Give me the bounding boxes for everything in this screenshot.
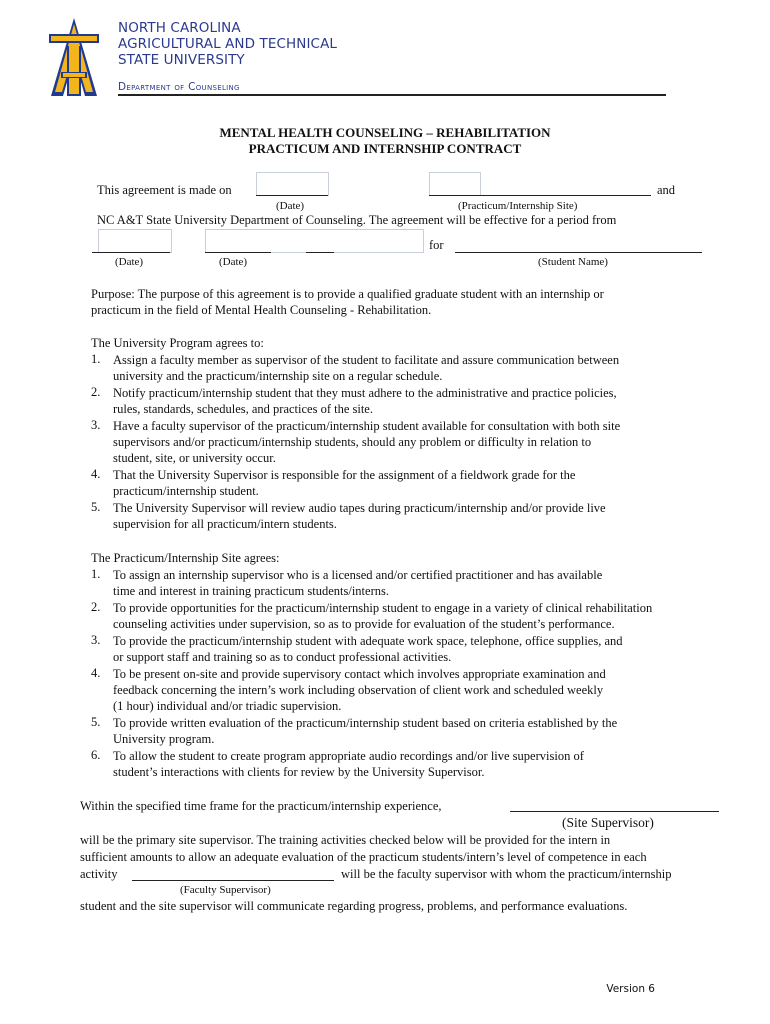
university-line: NORTH CAROLINA [118,20,241,36]
list-item: To be present on-site and provide supervisory contact which involves appropriate examination and [113,667,606,681]
list-item: student’s interactions with clients for review by the University Supervisor. [113,765,485,779]
list-item: That the University Supervisor is responsible for the assignment of a fieldwork grade for the [113,468,576,482]
effective-period-text: NC A&T State University Department of Counseling. The agreement will be effective for a period from [97,213,617,227]
department-name: Department of Counseling [118,81,240,93]
agreement-date-line [256,195,328,196]
document-title-line2: PRACTICUM AND INTERNSHIP CONTRACT [248,141,522,156]
list-item: Notify practicum/internship student that they must adhere to the administrative and practice policies, [113,386,617,400]
list-item: rules, standards, schedules, and practices of the site. [113,402,373,416]
faculty-supervisor-caption: (Faculty Supervisor) [180,884,271,896]
list-number: 1. [91,567,101,581]
list-item: university and the practicum/internship site on a regular schedule. [113,369,443,383]
end-date-line [205,252,271,253]
list-item: To provide written evaluation of the practicum/internship student based on criteria established by the [113,716,618,730]
list-number: 5. [91,715,101,729]
list-number: 3. [91,418,101,432]
list-item: Assign a faculty member as supervisor of the student to facilitate and assure communication between [113,353,620,367]
list-item: time and interest in training practicum students/interns. [113,584,389,598]
purpose-line2: practicum in the field of Mental Health Counseling - Rehabilitation. [91,303,432,317]
university-name [118,20,337,68]
list-number: 2. [91,385,101,399]
closing-line4: will be the faculty supervisor with whom the practicum/internship [341,867,672,881]
university-logo-icon [47,16,101,100]
student-name-line[interactable] [455,252,702,253]
for-text: for [429,238,444,252]
site-heading: The Practicum/Internship Site agrees: [91,551,280,565]
site-supervisor-line[interactable] [510,811,719,812]
site-name-field[interactable] [429,172,481,196]
closing-line2: will be the primary site supervisor. The training activities checked below will be provided for the intern in [80,833,611,847]
list-number: 6. [91,748,101,762]
list-number: 1. [91,352,101,366]
site-caption: (Practicum/Internship Site) [458,200,578,212]
header-divider [118,94,666,96]
list-item: feedback concerning the intern’s work including observation of client work and scheduled weekly [113,683,604,697]
list-item: To assign an internship supervisor who is a licensed and/or certified practitioner and has available [113,568,603,582]
list-number: 4. [91,666,101,680]
list-item: Have a faculty supervisor of the practicum/internship student available for consultation with both site [113,419,621,433]
site-name-line [429,195,651,196]
list-item: To provide the practicum/internship student with adequate work space, telephone, office supplies, and [113,634,623,648]
list-number: 4. [91,467,101,481]
end-date-line-2 [306,252,334,253]
closing-line5: student and the site supervisor will communicate regarding progress, problems, and performance evaluations. [80,899,628,913]
date-caption: (Date) [276,200,305,212]
document-title-line1: MENTAL HEALTH COUNSELING – REHABILITATION [219,125,551,140]
version-label: Version 6 [606,983,655,995]
start-date-field[interactable] [98,229,172,253]
closing-activity-label: activity [80,867,118,881]
site-supervisor-caption: (Site Supervisor) [562,815,654,830]
university-heading: The University Program agrees to: [91,336,264,350]
list-item: To allow the student to create program appropriate audio recordings and/or live supervision of [113,749,584,763]
faculty-supervisor-line[interactable] [132,880,334,881]
list-number: 2. [91,600,101,614]
end-date-field[interactable] [205,229,424,253]
list-item: counseling activities under supervision, so as to provide for evaluation of the student’s performance. [113,617,615,631]
purpose-line1: Purpose: The purpose of this agreement is to provide a qualified graduate student with an internship or [91,287,604,301]
list-item: supervisors and/or practicum/internship students, should any problem or difficulty in relation to [113,435,592,449]
list-number: 5. [91,500,101,514]
list-item: The University Supervisor will review audio tapes during practicum/internship and/or provide live [113,501,606,515]
agreement-date-field[interactable] [256,172,329,196]
list-item: student, site, or university occur. [113,451,276,465]
list-item: supervision for all practicum/intern students. [113,517,337,531]
list-number: 3. [91,633,101,647]
start-date-line [92,252,170,253]
student-name-caption: (Student Name) [538,256,608,268]
agreement-made-on: This agreement is made on [97,183,232,197]
closing-line3: sufficient amounts to allow an adequate evaluation of the practicum students/intern’s level of competence in each [80,850,647,864]
end-date-caption: (Date) [219,256,248,268]
start-date-caption: (Date) [115,256,144,268]
list-item: practicum/internship student. [113,484,259,498]
list-item: To provide opportunities for the practicum/internship student to engage in a variety of clinical rehabilitation [113,601,653,615]
list-item: (1 hour) individual and/or triadic supervision. [113,699,342,713]
closing-line1: Within the specified time frame for the practicum/internship experience, [80,799,442,813]
list-item: University program. [113,732,215,746]
and-text: and [657,183,676,197]
list-item: or support staff and training so as to conduct professional activities. [113,650,452,664]
university-line: STATE UNIVERSITY [118,52,245,68]
university-line: AGRICULTURAL AND TECHNICAL [118,36,338,52]
